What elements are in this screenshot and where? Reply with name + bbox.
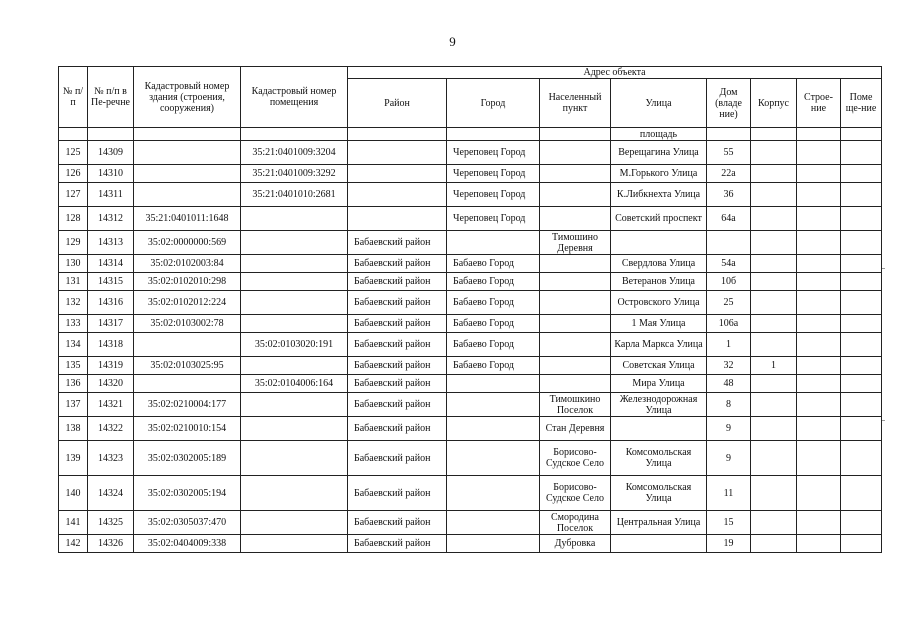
cell-empty [134, 128, 241, 141]
table-row [59, 535, 882, 553]
cell-empty [59, 128, 88, 141]
cell-num: 129 [59, 231, 88, 255]
cell-house: 55 [707, 141, 751, 165]
cell-korpus [751, 441, 797, 476]
cell-perechen: 14323 [88, 441, 134, 476]
cell-pomeshchenie [841, 315, 882, 333]
cell-cad-room [241, 231, 348, 255]
page-number: 9 [449, 34, 456, 49]
cell-korpus: 1 [751, 357, 797, 375]
cell-district: Бабаевский район [348, 357, 447, 375]
cell-stroenie [797, 231, 841, 255]
cell-house: 9 [707, 417, 751, 441]
cell-empty [88, 128, 134, 141]
cell-num: 131 [59, 273, 88, 291]
cell-house: 8 [707, 393, 751, 417]
table-row [59, 291, 882, 315]
cell-city: Череповец Город [447, 183, 540, 207]
cell-district: Бабаевский район [348, 476, 447, 511]
cell-stroenie [797, 255, 841, 273]
table-row [59, 357, 882, 375]
cell-pomeshchenie [841, 273, 882, 291]
cell-perechen: 14325 [88, 511, 134, 535]
cell-cad-room [241, 441, 348, 476]
cell-house: 11 [707, 476, 751, 511]
cell-perechen: 14312 [88, 207, 134, 231]
cell-settlement: Борисово-Судское Село [540, 476, 611, 511]
cell-pomeshchenie [841, 141, 882, 165]
cell-city [447, 476, 540, 511]
cell-num: 136 [59, 375, 88, 393]
cell-pomeshchenie [841, 165, 882, 183]
cell-cad-room [241, 315, 348, 333]
cell-city [447, 441, 540, 476]
continuation-street: площадь [611, 128, 707, 141]
cell-korpus [751, 291, 797, 315]
cell-num: 135 [59, 357, 88, 375]
cell-settlement [540, 315, 611, 333]
cell-district [348, 141, 447, 165]
cell-cad-building [134, 141, 241, 165]
cell-district: Бабаевский район [348, 417, 447, 441]
cell-cad-building: 35:02:0103025:95 [134, 357, 241, 375]
cell-district: Бабаевский район [348, 441, 447, 476]
cell-stroenie [797, 183, 841, 207]
header-perechen-num: № п/п в Пе-речне [88, 67, 134, 128]
cell-perechen: 14310 [88, 165, 134, 183]
cell-cad-building: 35:02:0404009:338 [134, 535, 241, 553]
cell-cad-room: 35:02:0103020:191 [241, 333, 348, 357]
cell-stroenie [797, 273, 841, 291]
table-row [59, 417, 882, 441]
header-street: Улица [611, 79, 707, 128]
cell-house: 32 [707, 357, 751, 375]
cell-cad-building: 35:02:0102012:224 [134, 291, 241, 315]
cell-stroenie [797, 165, 841, 183]
table-row [59, 476, 882, 511]
cell-district [348, 183, 447, 207]
cell-city [447, 231, 540, 255]
scan-mark [882, 420, 885, 421]
cell-perechen: 14324 [88, 476, 134, 511]
table-row [59, 165, 882, 183]
cell-settlement: Стан Деревня [540, 417, 611, 441]
cell-korpus [751, 231, 797, 255]
cell-pomeshchenie [841, 255, 882, 273]
cell-settlement [540, 273, 611, 291]
cell-stroenie [797, 357, 841, 375]
cell-stroenie [797, 476, 841, 511]
cell-city: Бабаево Город [447, 315, 540, 333]
cell-district: Бабаевский район [348, 511, 447, 535]
table-body [59, 128, 882, 553]
cell-perechen: 14319 [88, 357, 134, 375]
cell-perechen: 14322 [88, 417, 134, 441]
cell-stroenie [797, 291, 841, 315]
cell-cad-room [241, 255, 348, 273]
cell-street: Центральная Улица [611, 511, 707, 535]
cell-district: Бабаевский район [348, 291, 447, 315]
cell-city: Череповец Город [447, 207, 540, 231]
cell-cad-building: 35:02:0302005:194 [134, 476, 241, 511]
cell-perechen: 14326 [88, 535, 134, 553]
table-row [59, 511, 882, 535]
cell-cad-building: 35:02:0305037:470 [134, 511, 241, 535]
cell-stroenie [797, 375, 841, 393]
cell-district: Бабаевский район [348, 273, 447, 291]
cell-korpus [751, 183, 797, 207]
cell-cad-building: 35:02:0302005:189 [134, 441, 241, 476]
cell-settlement: Дубровка [540, 535, 611, 553]
cell-settlement [540, 165, 611, 183]
cell-cad-building [134, 165, 241, 183]
cell-pomeshchenie [841, 511, 882, 535]
cell-stroenie [797, 535, 841, 553]
cell-house: 22а [707, 165, 751, 183]
cell-perechen: 14316 [88, 291, 134, 315]
cell-district: Бабаевский район [348, 535, 447, 553]
cell-pomeshchenie [841, 476, 882, 511]
cell-num: 130 [59, 255, 88, 273]
cell-cad-room [241, 273, 348, 291]
cell-street: Свердлова Улица [611, 255, 707, 273]
cell-settlement [540, 291, 611, 315]
cell-perechen: 14313 [88, 231, 134, 255]
header-city: Город [447, 79, 540, 128]
cell-city [447, 535, 540, 553]
cell-settlement [540, 141, 611, 165]
cell-num: 139 [59, 441, 88, 476]
cell-cad-building [134, 333, 241, 357]
cell-house: 15 [707, 511, 751, 535]
cell-house: 106а [707, 315, 751, 333]
cell-settlement [540, 207, 611, 231]
cell-cad-building: 35:21:0401011:1648 [134, 207, 241, 231]
header-stroenie: Строе-ние [797, 79, 841, 128]
cell-empty [751, 128, 797, 141]
cell-house: 19 [707, 535, 751, 553]
cell-perechen: 14315 [88, 273, 134, 291]
cell-city [447, 511, 540, 535]
table-row [59, 141, 882, 165]
cell-cad-room [241, 476, 348, 511]
header-korpus: Корпус [751, 79, 797, 128]
cell-korpus [751, 165, 797, 183]
cell-city: Бабаево Город [447, 255, 540, 273]
cell-street: Ветеранов Улица [611, 273, 707, 291]
cell-district: Бабаевский район [348, 333, 447, 357]
cell-num: 133 [59, 315, 88, 333]
cell-street [611, 231, 707, 255]
cell-house: 10б [707, 273, 751, 291]
cell-house: 54а [707, 255, 751, 273]
cell-perechen: 14314 [88, 255, 134, 273]
cell-street: Железнодорожная Улица [611, 393, 707, 417]
cell-cad-room [241, 511, 348, 535]
cell-empty [447, 128, 540, 141]
cell-street: Комсомольская Улица [611, 476, 707, 511]
cell-empty [540, 128, 611, 141]
cell-pomeshchenie [841, 231, 882, 255]
cell-stroenie [797, 207, 841, 231]
cell-street: Советская Улица [611, 357, 707, 375]
cell-street: М.Горького Улица [611, 165, 707, 183]
table-row [59, 441, 882, 476]
cell-perechen: 14317 [88, 315, 134, 333]
cell-cad-room [241, 393, 348, 417]
cell-settlement: Борисово-Судское Село [540, 441, 611, 476]
scan-mark [882, 268, 885, 269]
cell-district: Бабаевский район [348, 231, 447, 255]
table-row [59, 315, 882, 333]
table-row [59, 393, 882, 417]
cell-korpus [751, 273, 797, 291]
cell-cad-room [241, 291, 348, 315]
cell-cad-room [241, 417, 348, 441]
cell-korpus [751, 393, 797, 417]
cell-cad-building [134, 183, 241, 207]
cell-pomeshchenie [841, 357, 882, 375]
cell-stroenie [797, 315, 841, 333]
cell-settlement [540, 357, 611, 375]
cell-perechen: 14311 [88, 183, 134, 207]
cell-settlement [540, 375, 611, 393]
cell-stroenie [797, 333, 841, 357]
table-row [59, 231, 882, 255]
cell-city [447, 417, 540, 441]
cell-district: Бабаевский район [348, 393, 447, 417]
cell-stroenie [797, 417, 841, 441]
table-row [59, 375, 882, 393]
cell-district: Бабаевский район [348, 315, 447, 333]
cell-cad-building: 35:02:0210010:154 [134, 417, 241, 441]
cell-korpus [751, 535, 797, 553]
cell-cad-building: 35:02:0102003:84 [134, 255, 241, 273]
cell-korpus [751, 207, 797, 231]
header-cad-room: Кадастровый номер помещения [241, 67, 348, 128]
cell-stroenie [797, 511, 841, 535]
cell-cad-room: 35:21:0401009:3204 [241, 141, 348, 165]
cell-stroenie [797, 441, 841, 476]
cell-empty [348, 128, 447, 141]
cell-district [348, 165, 447, 183]
header-district: Район [348, 79, 447, 128]
cell-pomeshchenie [841, 393, 882, 417]
cell-settlement: Тимошкино Поселок [540, 393, 611, 417]
cell-street [611, 417, 707, 441]
cell-settlement [540, 183, 611, 207]
objects-table [58, 66, 882, 553]
header-house: Дом (владе ние) [707, 79, 751, 128]
cell-district: Бабаевский район [348, 255, 447, 273]
cell-city: Череповец Город [447, 165, 540, 183]
cell-cad-room [241, 535, 348, 553]
cell-perechen: 14321 [88, 393, 134, 417]
cell-num: 126 [59, 165, 88, 183]
cell-city: Бабаево Город [447, 291, 540, 315]
cell-pomeshchenie [841, 291, 882, 315]
cell-stroenie [797, 141, 841, 165]
cell-perechen: 14309 [88, 141, 134, 165]
cell-num: 140 [59, 476, 88, 511]
table-header [59, 67, 882, 128]
cell-street: Островского Улица [611, 291, 707, 315]
cell-cad-building: 35:02:0000000:569 [134, 231, 241, 255]
cell-city: Бабаево Город [447, 333, 540, 357]
header-cad-building: Кадастровый номер здания (строения, сооружения) [134, 67, 241, 128]
cell-num: 132 [59, 291, 88, 315]
header-num: № п/п [59, 67, 88, 128]
cell-num: 142 [59, 535, 88, 553]
cell-house: 9 [707, 441, 751, 476]
cell-empty [841, 128, 882, 141]
cell-pomeshchenie [841, 441, 882, 476]
cell-num: 138 [59, 417, 88, 441]
cell-cad-room: 35:21:0401010:2681 [241, 183, 348, 207]
header-address-group: Адрес объекта [348, 67, 882, 79]
cell-korpus [751, 417, 797, 441]
cell-cad-room: 35:21:0401009:3292 [241, 165, 348, 183]
cell-pomeshchenie [841, 183, 882, 207]
cell-house: 1 [707, 333, 751, 357]
cell-cad-room [241, 207, 348, 231]
cell-street: Мира Улица [611, 375, 707, 393]
cell-num: 127 [59, 183, 88, 207]
cell-city: Череповец Город [447, 141, 540, 165]
cell-street: Карла Маркса Улица [611, 333, 707, 357]
cell-korpus [751, 333, 797, 357]
cell-house: 25 [707, 291, 751, 315]
cell-korpus [751, 315, 797, 333]
cell-district [348, 207, 447, 231]
cell-korpus [751, 476, 797, 511]
cell-cad-building: 35:02:0210004:177 [134, 393, 241, 417]
cell-korpus [751, 375, 797, 393]
cell-city: Бабаево Город [447, 273, 540, 291]
cell-settlement [540, 255, 611, 273]
cell-city: Бабаево Город [447, 357, 540, 375]
cell-empty [241, 128, 348, 141]
cell-num: 134 [59, 333, 88, 357]
cell-perechen: 14318 [88, 333, 134, 357]
continuation-row [59, 128, 882, 141]
cell-city [447, 393, 540, 417]
cell-settlement: Смородина Поселок [540, 511, 611, 535]
cell-num: 141 [59, 511, 88, 535]
cell-pomeshchenie [841, 375, 882, 393]
cell-street: Комсомольская Улица [611, 441, 707, 476]
cell-cad-room: 35:02:0104006:164 [241, 375, 348, 393]
cell-cad-building: 35:02:0102010:298 [134, 273, 241, 291]
cell-perechen: 14320 [88, 375, 134, 393]
cell-pomeshchenie [841, 535, 882, 553]
cell-cad-room [241, 357, 348, 375]
cell-empty [707, 128, 751, 141]
cell-empty [797, 128, 841, 141]
header-settlement: Населенный пункт [540, 79, 611, 128]
cell-num: 125 [59, 141, 88, 165]
cell-city [447, 375, 540, 393]
cell-korpus [751, 255, 797, 273]
cell-street: Советский проспект [611, 207, 707, 231]
table-row [59, 255, 882, 273]
cell-korpus [751, 141, 797, 165]
cell-settlement: Тимошино Деревня [540, 231, 611, 255]
cell-house [707, 231, 751, 255]
cell-pomeshchenie [841, 417, 882, 441]
header-pomeshchenie: Поме ще-ние [841, 79, 882, 128]
cell-num: 128 [59, 207, 88, 231]
cell-district: Бабаевский район [348, 375, 447, 393]
table-row [59, 207, 882, 231]
cell-house: 64а [707, 207, 751, 231]
cell-pomeshchenie [841, 333, 882, 357]
cell-num: 137 [59, 393, 88, 417]
cell-cad-building: 35:02:0103002:78 [134, 315, 241, 333]
cell-korpus [751, 511, 797, 535]
table-row [59, 273, 882, 291]
cell-house: 36 [707, 183, 751, 207]
table-row [59, 333, 882, 357]
cell-settlement [540, 333, 611, 357]
cell-street: К.Либкнехта Улица [611, 183, 707, 207]
cell-stroenie [797, 393, 841, 417]
cell-cad-building [134, 375, 241, 393]
cell-street: 1 Мая Улица [611, 315, 707, 333]
cell-house: 48 [707, 375, 751, 393]
cell-street: Верещагина Улица [611, 141, 707, 165]
cell-street [611, 535, 707, 553]
cell-pomeshchenie [841, 207, 882, 231]
table-row [59, 183, 882, 207]
